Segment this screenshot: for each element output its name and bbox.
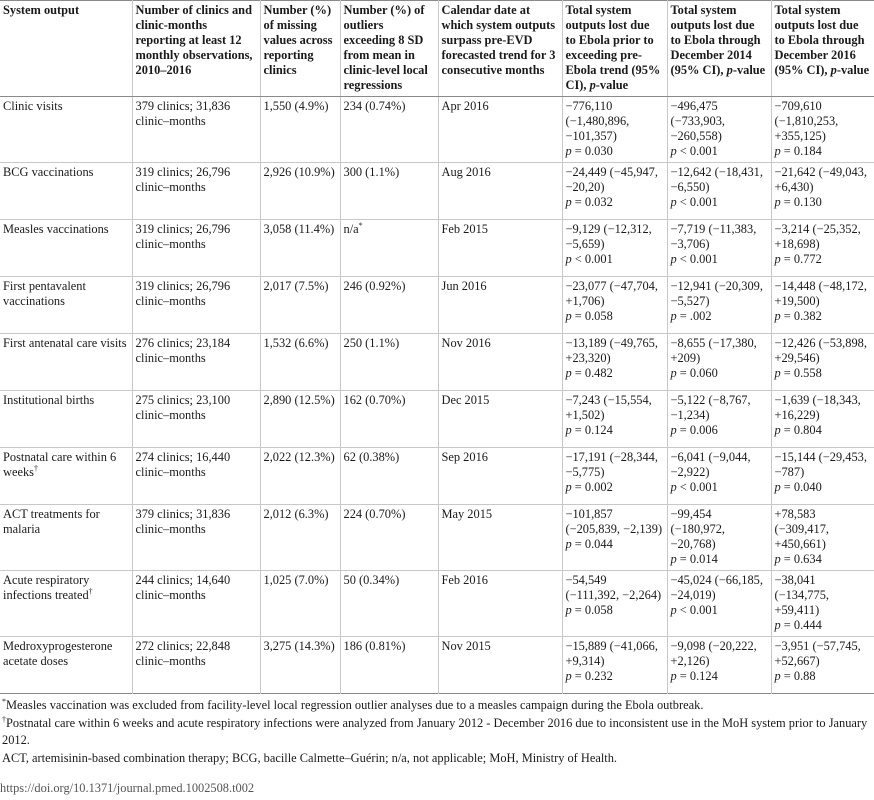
cell-lost-2016 [771,391,874,448]
cell-clinics [132,334,260,391]
clinics-value: 319 clinics; 26,796 clinic–months [135,165,231,194]
cell-clinics [132,391,260,448]
cell-clinics [132,448,260,505]
cell-outliers [340,391,438,448]
missing-value: 2,890 (12.5%) [263,393,335,407]
cell-system-output [0,220,132,277]
clinics-value: 379 clinics; 31,836 clinic–months [135,507,231,536]
table-body [0,97,874,694]
cell-lost-prior [562,220,667,277]
table-row [0,505,874,571]
cell-lost-2014 [667,505,771,571]
cell-missing [260,571,340,637]
clinics-value: 319 clinics; 26,796 clinic–months [135,279,231,308]
cell-outliers [340,163,438,220]
date-value: Sep 2016 [441,450,488,464]
footnote-mark: * [358,220,363,230]
cell-outliers [340,505,438,571]
estimate-value: −709,610 (−1,810,253, +355,125) [774,99,839,143]
cell-system-output [0,163,132,220]
p-value: p = 0.030 [565,144,613,158]
cell-system-output [0,334,132,391]
cell-lost-2016 [771,505,874,571]
p-value: p = 0.444 [774,618,822,632]
cell-lost-2014 [667,391,771,448]
header-calendar-date: Calendar date at which system outputs surpass pre-EVD forecasted trend for 3 consecutive months [438,1,562,97]
cell-lost-2016 [771,220,874,277]
output-label: Institutional births [3,393,95,407]
estimate-value: −3,951 (−57,745, +52,667) [774,639,861,668]
table-row [0,334,874,391]
output-label: Clinic visits [3,99,63,113]
outliers-value: 300 (1.1%) [343,165,400,179]
cell-clinics [132,220,260,277]
estimate-value: −496,475 (−733,903, −260,558) [670,99,725,143]
p-value: p = 0.88 [774,669,816,683]
cell-outliers [340,334,438,391]
missing-value: 2,022 (12.3%) [263,450,335,464]
table-footnotes [0,697,874,767]
cell-lost-prior [562,163,667,220]
cell-calendar-date [438,163,562,220]
p-value: p = 0.044 [565,537,613,551]
cell-lost-prior [562,391,667,448]
doi-link[interactable]: https://doi.org/10.1371/journal.pmed.1002508.t002 [0,781,255,795]
cell-lost-2014 [667,163,771,220]
p-value: p = 0.232 [565,669,613,683]
cell-missing [260,163,340,220]
p-value: p = 0.040 [774,480,822,494]
cell-lost-prior [562,97,667,163]
estimate-value: −38,041 (−134,775, +59,411) [774,573,829,617]
p-value: p < 0.001 [670,252,718,266]
missing-value: 3,275 (14.3%) [263,639,335,653]
cell-lost-2016 [771,163,874,220]
cell-system-output [0,505,132,571]
estimate-value: −101,857 (−205,839, −2,139) [565,507,663,536]
estimate-value: −17,191 (−28,344, −5,775) [565,450,658,479]
cell-lost-2014 [667,97,771,163]
estimate-value: −7,719 (−11,383, −3,706) [670,222,757,251]
output-label: ACT treatments for malaria [3,507,100,536]
output-label: Acute respiratory infections treated [3,573,90,602]
missing-value: 3,058 (11.4%) [263,222,335,236]
cell-system-output [0,637,132,694]
cell-lost-2016 [771,571,874,637]
cell-outliers [340,97,438,163]
date-value: Aug 2016 [441,165,491,179]
p-value: p = 0.772 [774,252,822,266]
clinics-value: 272 clinics; 22,848 clinic–months [135,639,231,668]
p-value: p = 0.124 [565,423,613,437]
table-row [0,448,874,505]
estimate-value: −14,448 (−48,172, +19,500) [774,279,867,308]
cell-calendar-date [438,391,562,448]
footnote [0,750,874,768]
p-value: p = 0.032 [565,195,613,209]
p-value: p = 0.130 [774,195,822,209]
estimate-value: −23,077 (−47,704, +1,706) [565,279,658,308]
cell-calendar-date [438,505,562,571]
cell-lost-2014 [667,220,771,277]
estimate-value: −21,642 (−49,043, +6,430) [774,165,867,194]
estimate-value: −45,024 (−66,185, −24,019) [670,573,763,602]
outliers-value: 162 (0.70%) [343,393,406,407]
cell-lost-2014 [667,334,771,391]
estimate-value: −1,639 (−18,343, +16,229) [774,393,861,422]
p-value: p = 0.058 [565,603,613,617]
cell-outliers [340,448,438,505]
output-label: First antenatal care visits [3,336,127,350]
cell-calendar-date [438,220,562,277]
footnote-text: ACT, artemisinin-based combination therapy; BCG, bacille Calmette–Guérin; n/a, not applicable; MoH, Ministry of Health. [2,750,618,765]
cell-calendar-date [438,448,562,505]
footnote [0,697,874,715]
estimate-value: −6,041 (−9,044, −2,922) [670,450,751,479]
date-value: Feb 2016 [441,573,488,587]
p-value: p = 0.124 [670,669,718,683]
estimate-value: −12,426 (−53,898, +29,546) [774,336,867,365]
p-value: p < 0.001 [670,144,718,158]
missing-value: 2,012 (6.3%) [263,507,329,521]
footnote-text: Measles vaccination was excluded from facility-level local regression outlier analyses due to a measles campaign during the Ebola outbreak. [6,698,704,712]
output-label: First pentavalent vaccinations [3,279,86,308]
date-value: Dec 2015 [441,393,490,407]
cell-missing [260,334,340,391]
output-label: Measles vaccinations [3,222,109,236]
cell-clinics [132,97,260,163]
cell-missing [260,97,340,163]
estimate-value: −9,098 (−20,222, +2,126) [670,639,757,668]
clinics-value: 379 clinics; 31,836 clinic–months [135,99,231,128]
footnote-mark: † [2,714,6,724]
estimate-value: −12,642 (−18,431, −6,550) [670,165,763,194]
footnote-mark: † [88,586,93,596]
cell-lost-prior [562,277,667,334]
estimate-value: +78,583 (−309,417, +450,661) [774,507,829,551]
cell-lost-prior [562,505,667,571]
p-value: p = 0.058 [565,309,613,323]
clinics-value: 319 clinics; 26,796 clinic–months [135,222,231,251]
cell-lost-2016 [771,334,874,391]
estimate-value: −9,129 (−12,312, −5,659) [565,222,652,251]
cell-outliers [340,277,438,334]
cell-missing [260,505,340,571]
estimate-value: −7,243 (−15,554, +1,502) [565,393,652,422]
cell-lost-2016 [771,637,874,694]
header-outliers: Number (%) of outliers exceeding 8 SD from mean in clinic-level local regressions [340,1,438,97]
cell-system-output [0,571,132,637]
cell-missing [260,391,340,448]
outliers-value: 50 (0.34%) [343,573,400,587]
table-row [0,163,874,220]
p-value: p = 0.634 [774,552,822,566]
clinics-value: 244 clinics; 14,640 clinic–months [135,573,231,602]
p-value: p = .002 [670,309,712,323]
missing-value: 2,926 (10.9%) [263,165,335,179]
cell-lost-2014 [667,571,771,637]
cell-missing [260,637,340,694]
cell-calendar-date [438,97,562,163]
cell-missing [260,277,340,334]
p-value: p = 0.382 [774,309,822,323]
table-row [0,97,874,163]
estimate-value: −8,655 (−17,380, +209) [670,336,757,365]
output-label: BCG vaccinations [3,165,94,179]
estimate-value: −24,449 (−45,947, −20,20) [565,165,658,194]
cell-lost-2014 [667,277,771,334]
table-row [0,220,874,277]
output-label: Medroxyprogesterone acetate doses [3,639,113,668]
estimate-value: −3,214 (−25,352, +18,698) [774,222,861,251]
cell-system-output [0,277,132,334]
cell-calendar-date [438,637,562,694]
header-lost-prior: Total system outputs lost due to Ebola prior to exceeding pre-Ebola trend (95% CI), p-value [562,1,667,97]
outliers-value: 62 (0.38%) [343,450,400,464]
table-row [0,571,874,637]
p-value: p = 0.006 [670,423,718,437]
cell-outliers [340,571,438,637]
cell-lost-2016 [771,448,874,505]
cell-lost-2016 [771,97,874,163]
p-value: p < 0.001 [670,195,718,209]
outliers-value: 246 (0.92%) [343,279,406,293]
cell-lost-prior [562,448,667,505]
outliers-value: n/a [343,222,359,236]
cell-system-output [0,391,132,448]
outliers-value: 234 (0.74%) [343,99,406,113]
missing-value: 1,025 (7.0%) [263,573,329,587]
header-system-output: System output [0,1,132,97]
header-lost-2014: Total system outputs lost due to Ebola through December 2014 (95% CI), p-value [667,1,771,97]
cell-system-output [0,448,132,505]
footnote-mark: † [33,463,38,473]
p-value: p = 0.014 [670,552,718,566]
header-clinics: Number of clinics and clinic-months reporting at least 12 monthly observations, 2010–2016 [132,1,260,97]
cell-clinics [132,277,260,334]
p-value: p = 0.558 [774,366,822,380]
p-value: p < 0.001 [670,480,718,494]
estimate-value: −15,144 (−29,453, −787) [774,450,867,479]
cell-missing [260,220,340,277]
header-row [0,1,874,97]
p-value: p = 0.060 [670,366,718,380]
p-value: p = 0.184 [774,144,822,158]
footnote [0,715,874,750]
outliers-value: 186 (0.81%) [343,639,406,653]
estimate-value: −99,454 (−180,972, −20,768) [670,507,725,551]
date-value: Feb 2015 [441,222,488,236]
p-value: p < 0.001 [565,252,613,266]
cell-outliers [340,637,438,694]
cell-clinics [132,571,260,637]
cell-lost-prior [562,334,667,391]
date-value: Apr 2016 [441,99,489,113]
cell-lost-2014 [667,448,771,505]
footnote-text: Postnatal care within 6 weeks and acute respiratory infections were analyzed from January 2012 - December 2016 due to inconsistent use in the MoH system prior to January 2012. [2,715,868,747]
header-missing: Number (%) of missing values across reporting clinics [260,1,340,97]
cell-lost-prior [562,637,667,694]
cell-clinics [132,637,260,694]
date-value: May 2015 [441,507,493,521]
output-label: Postnatal care within 6 weeks [3,450,117,479]
p-value: p < 0.001 [670,603,718,617]
clinics-value: 275 clinics; 23,100 clinic–months [135,393,231,422]
estimate-value: −12,941 (−20,309, −5,527) [670,279,763,308]
missing-value: 2,017 (7.5%) [263,279,329,293]
estimate-value: −776,110 (−1,480,896, −101,357) [565,99,630,143]
table-row [0,277,874,334]
cell-lost-2016 [771,277,874,334]
p-value: p = 0.002 [565,480,613,494]
missing-value: 1,550 (4.9%) [263,99,329,113]
estimate-value: −15,889 (−41,066, +9,314) [565,639,658,668]
cell-calendar-date [438,334,562,391]
cell-clinics [132,505,260,571]
cell-missing [260,448,340,505]
missing-value: 1,532 (6.6%) [263,336,329,350]
cell-system-output [0,97,132,163]
table-row [0,637,874,694]
clinics-value: 276 clinics; 23,184 clinic–months [135,336,231,365]
cell-outliers [340,220,438,277]
date-value: Nov 2015 [441,639,491,653]
p-value: p = 0.482 [565,366,613,380]
estimate-value: −13,189 (−49,765, +23,320) [565,336,658,365]
footnote-mark: * [2,696,6,706]
clinics-value: 274 clinics; 16,440 clinic–months [135,450,231,479]
estimate-value: −54,549 (−111,392, −2,264) [565,573,662,602]
cell-clinics [132,163,260,220]
cell-lost-prior [562,571,667,637]
date-value: Jun 2016 [441,279,487,293]
p-value: p = 0.804 [774,423,822,437]
cell-calendar-date [438,571,562,637]
date-value: Nov 2016 [441,336,491,350]
header-lost-2016: Total system outputs lost due to Ebola through December 2016 (95% CI), p-value [771,1,874,97]
estimate-value: −5,122 (−8,767, −1,234) [670,393,751,422]
cell-lost-2014 [667,637,771,694]
cell-calendar-date [438,277,562,334]
table-row [0,391,874,448]
outliers-value: 224 (0.70%) [343,507,406,521]
outliers-value: 250 (1.1%) [343,336,400,350]
